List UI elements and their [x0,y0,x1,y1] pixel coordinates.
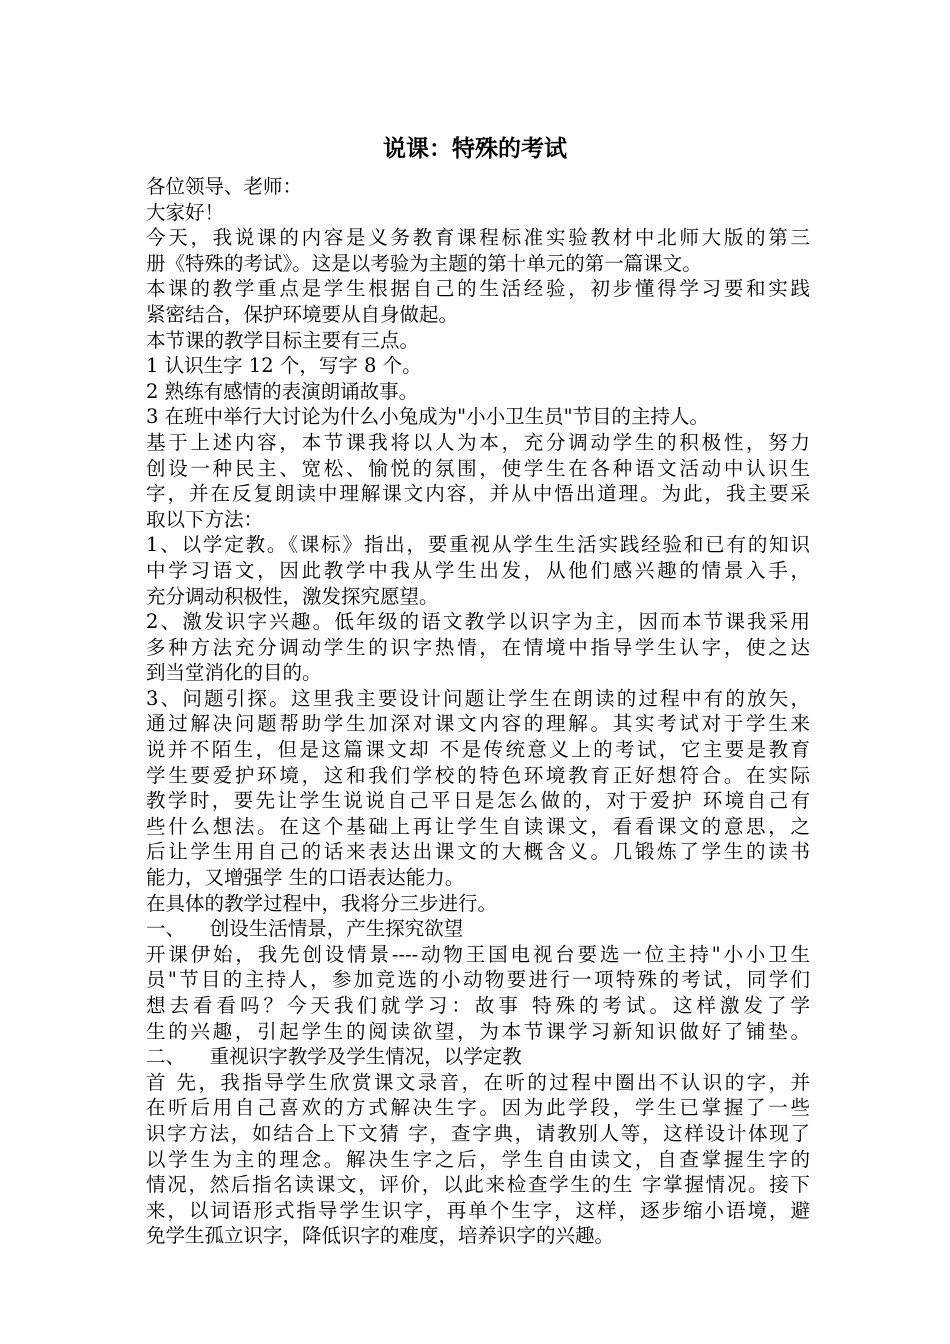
text-line: 以学生为主的理念。解决生字之后，学生自由读文，自查掌握生字的 [146,1147,810,1171]
text-line: 教学时，要先让学生说说自己平日是怎么做的，对于爱护 环境自己有 [146,789,810,813]
text-line: 多种方法充分调动学生的识字热情，在情境中指导学生认字，使之达 [146,635,810,659]
text-line: 3、问题引探。这里我主要设计问题让学生在朗读的过程中有的放矢， [146,686,810,710]
text-line: 后让学生用自己的话来表达出课文的大概含义。几锻炼了学生的读书 [146,840,810,864]
text-line: 员"节目的主持人，参加竞选的小动物要进行一项特殊的考试，同学们 [146,968,810,992]
text-line: 学生要爱护环境，这和我们学校的特色环境教育正好想符合。在实际 [146,763,810,787]
text-line: 生的兴趣，引起学生的阅读欲望，为本节课学习新知识做好了铺垫。 [146,1019,810,1043]
text-line: 今天，我说课的内容是义务教育课程标准实验教材中北师大版的第三 [146,226,810,250]
text-line: 中学习语文，因此教学中我从学生出发，从他们感兴趣的情景入手， [146,558,810,582]
text-line: 在听后用自己喜欢的方式解决生字。因为此学段，学生已掌握了一些 [146,1096,810,1120]
text-line: 大家好！ [146,200,225,224]
text-line: 首 先，我指导学生欣赏课文录音，在听的过程中圈出不认识的字，并 [146,1070,810,1094]
text-line: 取以下方法： [146,507,264,531]
text-line: 一、 创设生活情景，产生探究欲望 [146,917,464,941]
text-line: 2、激发识字兴趣。低年级的语文教学以识字为主，因而本节课我采用 [146,610,810,634]
document-title: 说课：特殊的考试 [383,135,567,162]
text-line: 识字方法，如结合上下文猜 字，查字典，请教别人等，这样设计体现了 [146,1121,810,1145]
text-line: 说并不陌生，但是这篇课文却 不是传统意义上的考试，它主要是教育 [146,738,810,762]
text-line: 开课伊始，我先创设情景----动物王国电视台要选一位主持"小小卫生 [146,942,810,966]
text-line: 本课的教学重点是学生根据自己的生活经验，初步懂得学习要和实践 [146,277,810,301]
text-line: 在具体的教学过程中，我将分三步进行。 [146,891,498,915]
text-line: 基于上述内容，本节课我将以人为本，充分调动学生的积极性，努力 [146,430,810,454]
text-line: 3 在班中举行大讨论为什么小兔成为"小小卫生员"节目的主持人。 [146,405,710,429]
text-line: 想去看看吗？今天我们就学习：故事 特殊的考试。这样激发了学 [146,994,810,1017]
text-line: 来，以词语形式指导学生识字，再单个生字，这样，逐步缩小语境，避 [146,1198,810,1222]
text-line: 2 熟练有感情的表演朗诵故事。 [146,379,419,403]
text-line: 二、 重视识字教学及学生情况，以学定教 [146,1045,522,1069]
text-line: 充分调动积极性，激发探究愿望。 [146,584,439,608]
text-line: 各位领导、老师： [146,175,303,198]
text-line: 到当堂消化的目的。 [146,661,322,685]
text-line: 些什么想法。在这个基础上再让学生自读课文，看看课文的意思，之 [146,814,810,838]
text-line: 免学生孤立识字，降低识字的难度，培养识字的兴趣。 [146,1224,615,1248]
text-line: 1 认识生字 12 个，写字 8 个。 [146,354,422,378]
text-line: 1、以学定教。《课标》指出，要重视从学生生活实践经验和已有的知识 [146,533,810,557]
text-line: 通过解决问题帮助学生加深对课文内容的理解。其实考试对于学生来 [146,712,810,736]
text-line: 创设一种民主、宽松、愉悦的氛围，使学生在各种语文活动中认识生 [146,456,810,480]
text-line: 紧密结合，保护环境要从自身做起。 [146,302,459,326]
text-line: 字，并在反复朗读中理解课文内容，并从中悟出道理。为此，我主要采 [146,482,810,506]
document-body [146,174,810,1249]
text-line: 能力，又增强学 生的口语表达能力。 [146,866,465,890]
text-line: 情况，然后指名读课文，评价，以此来检查学生的生 字掌握情况。接下 [146,1173,810,1197]
text-line: 册《特殊的考试》。这是以考验为主题的第十单元的第一篇课文。 [146,251,702,275]
text-line: 本节课的教学目标主要有三点。 [146,328,420,352]
